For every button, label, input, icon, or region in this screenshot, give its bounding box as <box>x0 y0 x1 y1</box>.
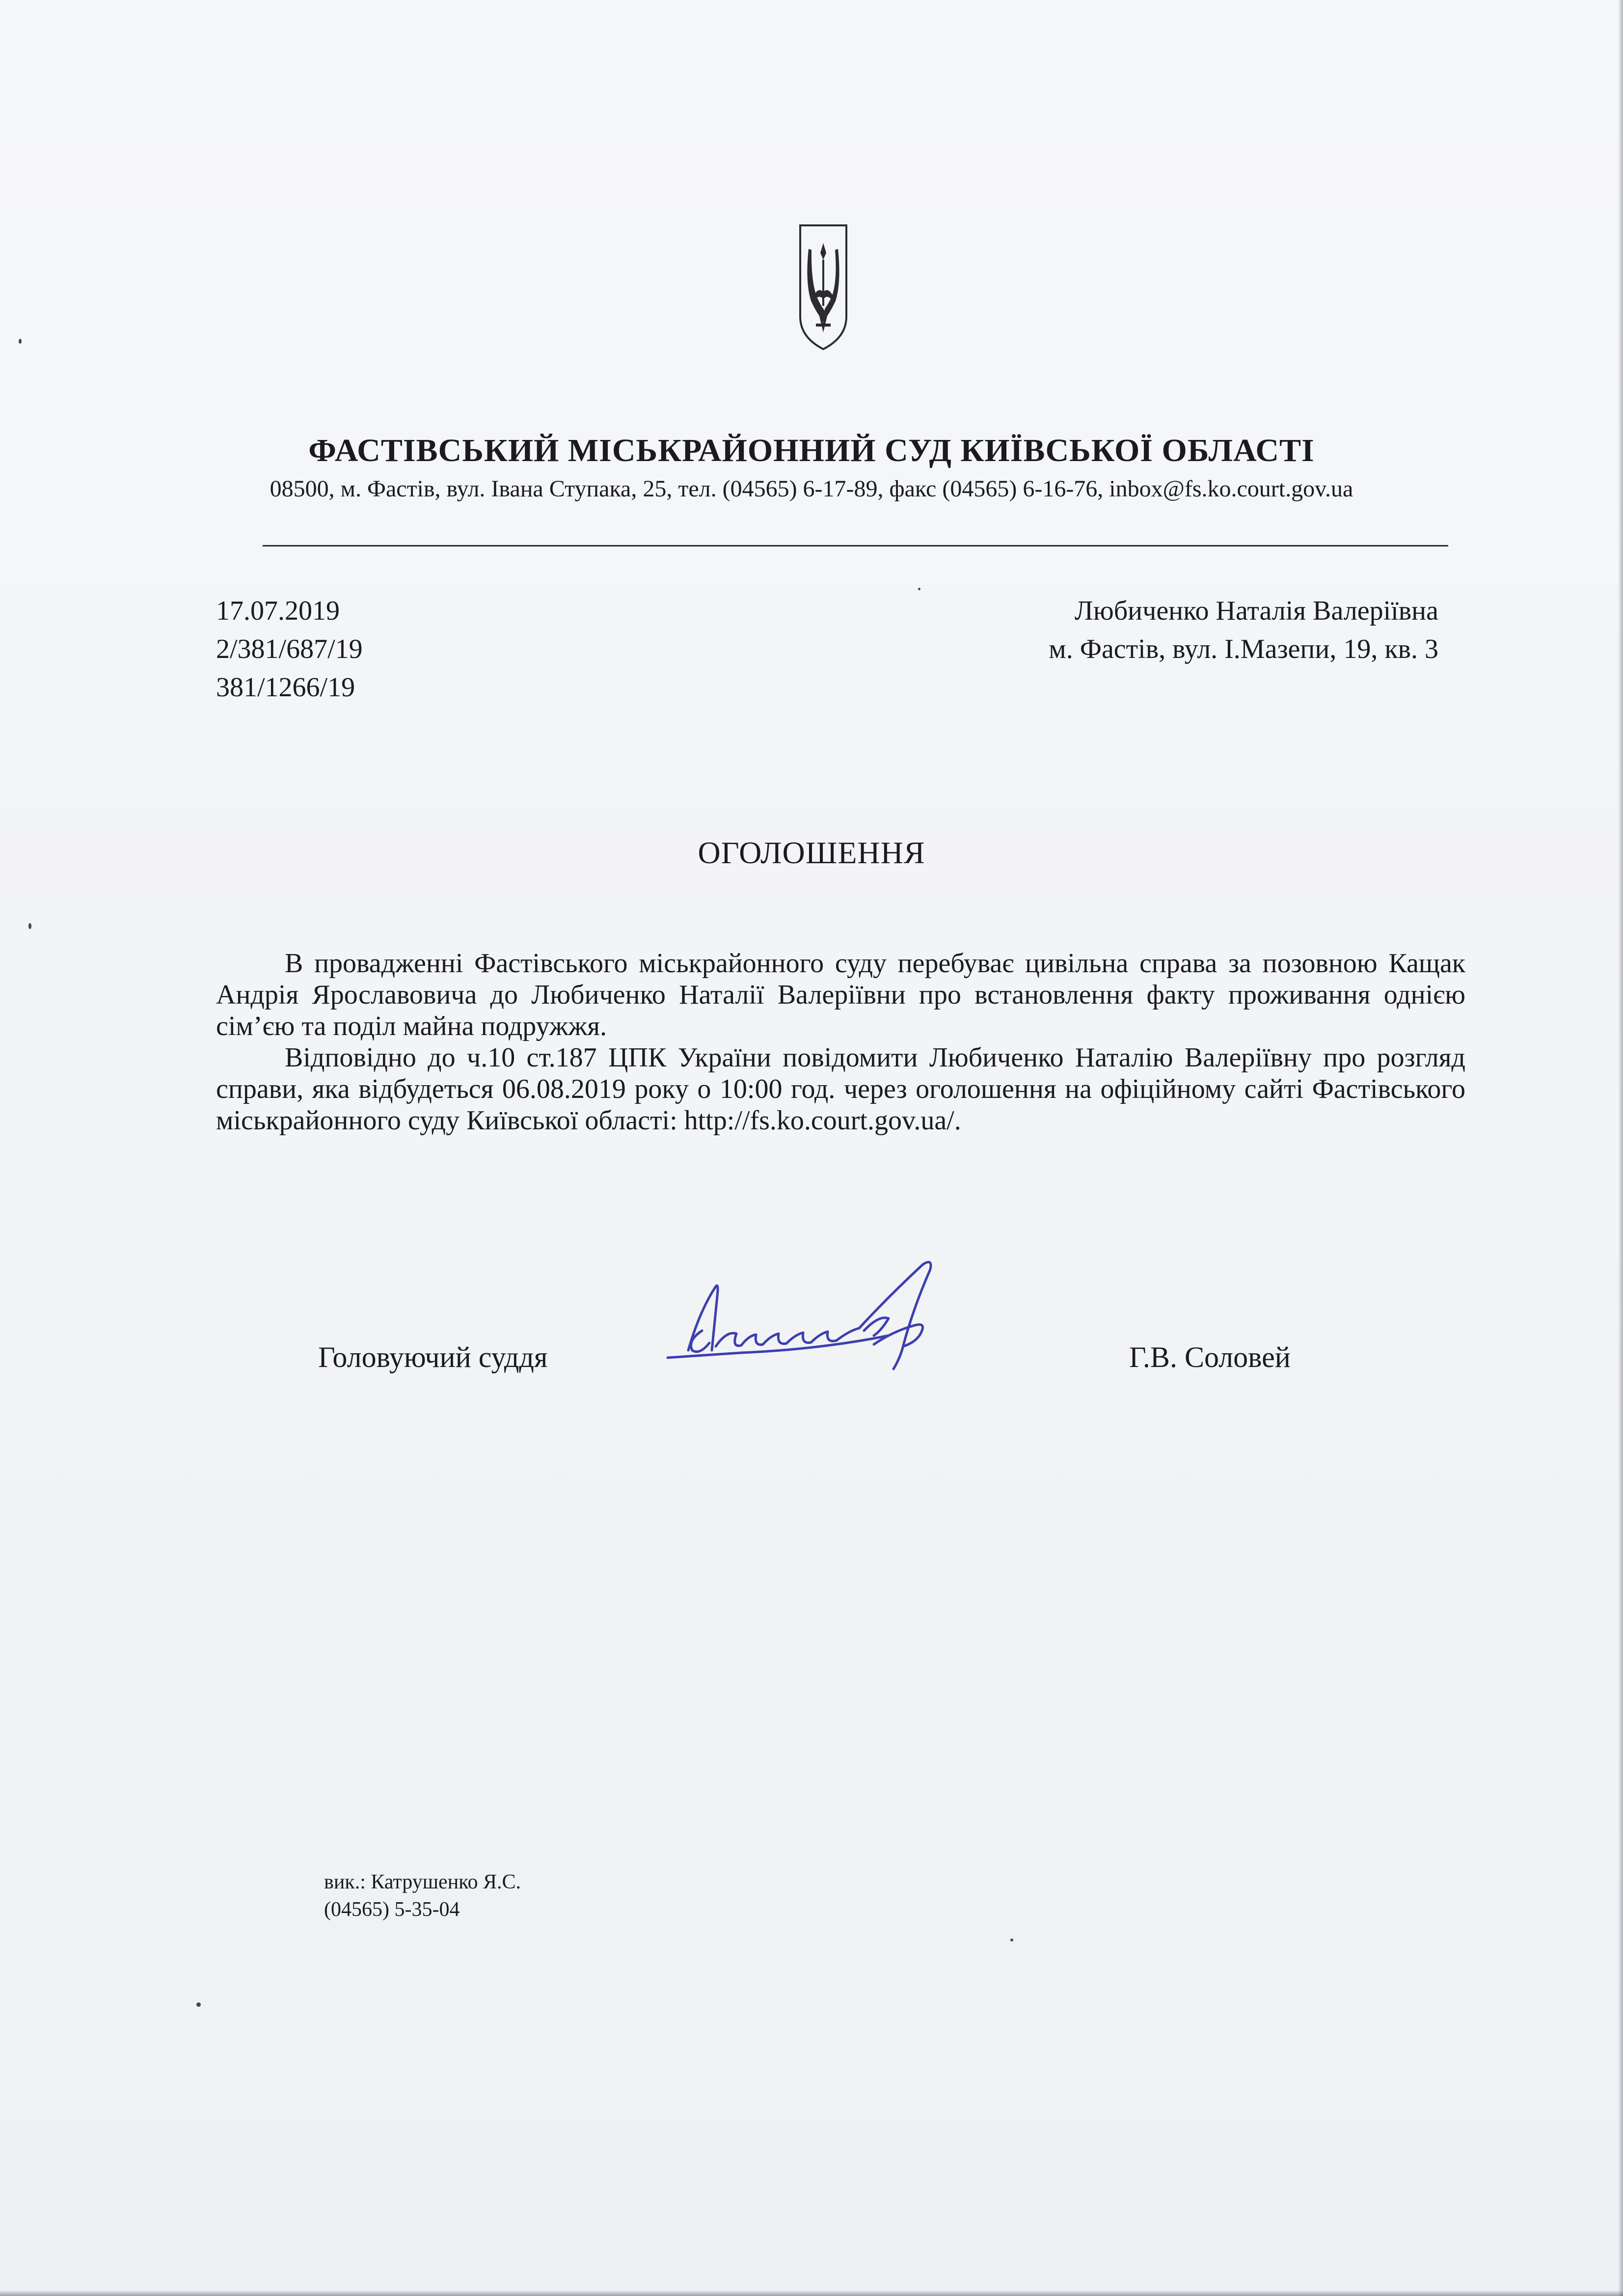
document-title: ОГОЛОШЕННЯ <box>698 835 925 870</box>
court-address: 08500, м. Фастів, вул. Івана Ступака, 25, тел. (04565) 6-17-89, факс (04565) 6-16-76, inbox@fs.ko.court.gov.ua <box>270 476 1353 502</box>
document-body <box>216 948 1465 1136</box>
scan-speck <box>918 588 920 590</box>
signatory-role: Головуючий суддя <box>318 1341 548 1373</box>
trident-coat-of-arms-icon <box>796 223 850 351</box>
recipient-name: Любиченко Наталія Валеріївна <box>1074 596 1438 626</box>
scan-edge-right <box>1618 0 1623 2296</box>
case-number-2: 381/1266/19 <box>216 672 355 703</box>
signatory-name: Г.В. Соловей <box>1129 1341 1291 1373</box>
case-number-1: 2/381/687/19 <box>216 634 363 664</box>
court-name-heading: ФАСТІВСЬКИЙ МІСЬКРАЙОННИЙ СУД КИЇВСЬКОЇ ОБЛАСТІ <box>308 433 1315 468</box>
recipient-address: м. Фастів, вул. І.Мазепи, 19, кв. 3 <box>1049 634 1438 664</box>
scan-edge-bottom <box>0 2290 1623 2296</box>
handwritten-signature <box>658 1257 1011 1390</box>
body-paragraph-1: В провадженні Фастівського міськрайонного суду перебуває цивільна справа за позовною Кащак Андрія Ярославовича до Любиченко Наталії Валеріївни про встановлення факту проживання однією сім’єю та поділ майна подружжя. <box>216 948 1465 1041</box>
document-date: 17.07.2019 <box>216 596 340 626</box>
executor-phone: (04565) 5-35-04 <box>324 1898 460 1921</box>
executor-name: вик.: Катрушенко Я.С. <box>324 1871 521 1893</box>
executor-block <box>324 1868 521 1923</box>
recipient-block <box>1049 592 1438 668</box>
scan-speck <box>1010 1939 1013 1941</box>
document-meta <box>216 592 363 707</box>
header-divider <box>263 545 1448 547</box>
scan-speck <box>19 339 22 344</box>
scan-speck <box>28 923 31 929</box>
body-paragraph-2: Відповідно до ч.10 ст.187 ЦПК України повідомити Любиченко Наталію Валеріївну про розгляд справи, яка відбудеться 06.08.2019 року о 10:00 год. через оголошення на офіційному сайті Фастівського міськрайонного суду Київської області: http://fs.ko.court.gov.ua/. <box>216 1042 1465 1136</box>
scan-speck <box>196 2002 201 2007</box>
